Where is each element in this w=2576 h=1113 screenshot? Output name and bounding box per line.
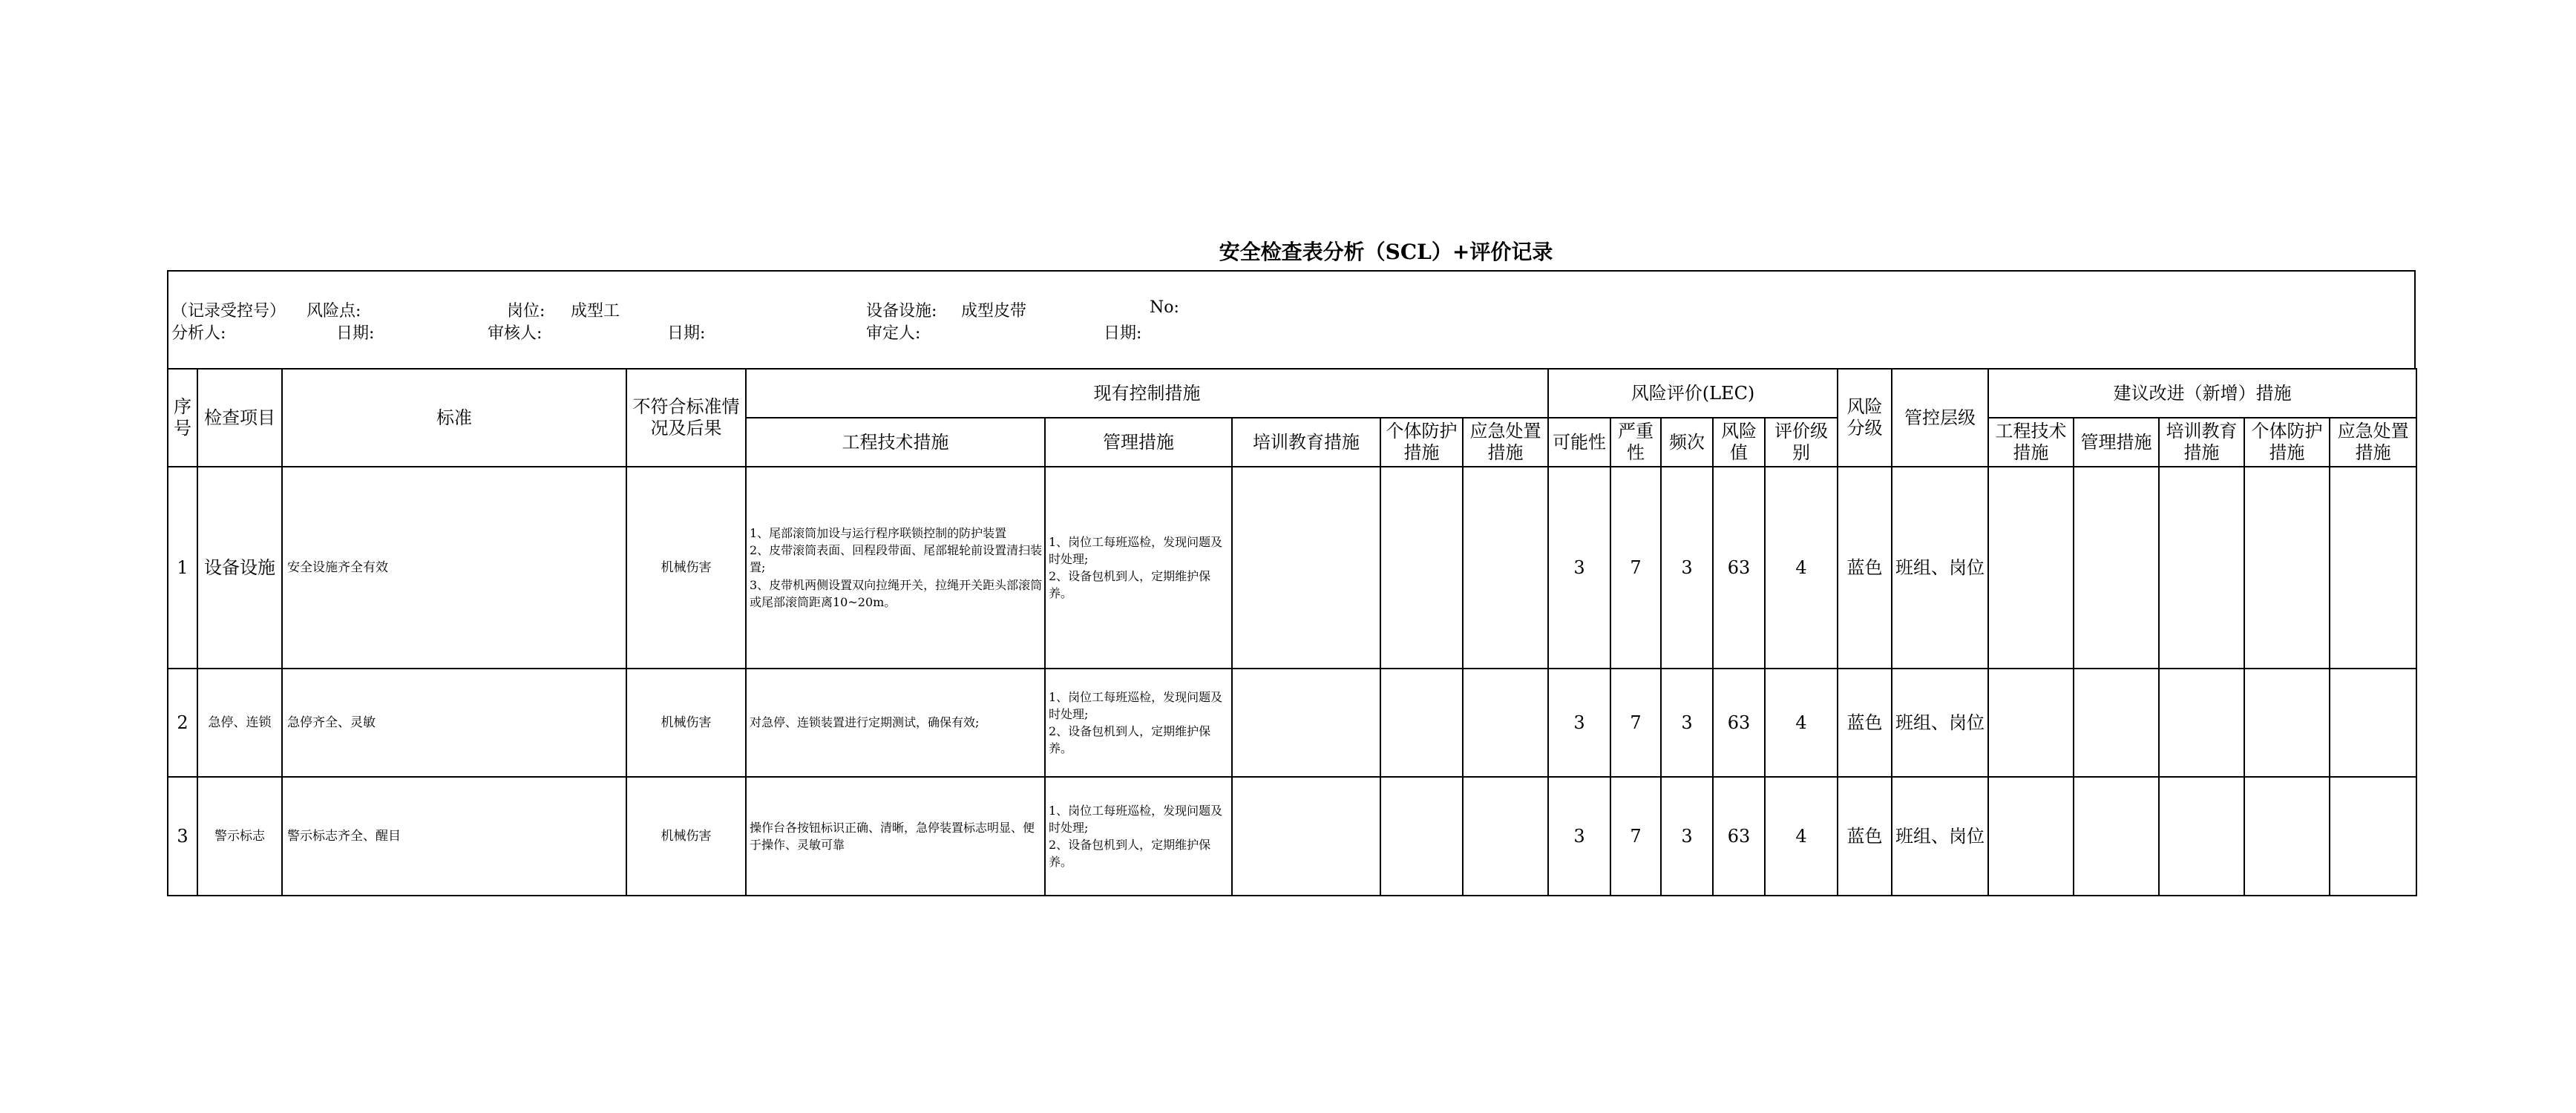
cell-s-ppe (2244, 777, 2330, 896)
reviewer-label: 审核人: (488, 324, 543, 343)
cell-s-emergency (2330, 777, 2416, 896)
cell-training (1232, 669, 1380, 777)
cell-nonconform: 机械伤害 (626, 777, 746, 896)
cell-grade: 4 (1765, 777, 1838, 896)
post-value: 成型工 (571, 302, 620, 321)
cell-s-training (2159, 669, 2244, 777)
cell-s-training (2159, 777, 2244, 896)
cell-s-training (2159, 467, 2244, 669)
cell-s-emergency (2330, 467, 2416, 669)
cell-S: 7 (1610, 467, 1661, 669)
cell-s-eng (1988, 669, 2074, 777)
cell-standard: 急停齐全、灵敏 (282, 669, 626, 777)
table-row (168, 669, 2416, 777)
no-label: No: (1150, 298, 1179, 317)
cell-eng: 对急停、连锁装置进行定期测试，确保有效; (746, 669, 1045, 777)
cell-mgmt: 1、岗位工每班巡检，发现问题及时处理; 2、设备包机到人，定期维护保养。 (1045, 669, 1232, 777)
cell-item: 急停、连锁 (197, 669, 282, 777)
header-seq: 序号 (168, 369, 197, 467)
cell-seq: 2 (168, 669, 197, 777)
cell-R: 63 (1713, 669, 1765, 777)
header-row-1 (168, 369, 2416, 418)
cell-E: 3 (1661, 669, 1713, 777)
header-s-eng: 工程技术措施 (1988, 418, 2074, 467)
header-mgmt: 管理措施 (1045, 418, 1232, 467)
cell-L: 3 (1548, 467, 1610, 669)
cell-emergency (1463, 669, 1548, 777)
cell-seq: 1 (168, 467, 197, 669)
cell-standard: 安全设施齐全有效 (282, 467, 626, 669)
cell-grade: 4 (1765, 669, 1838, 777)
header-R: 风险值 (1713, 418, 1765, 467)
cell-eng: 1、尾部滚筒加设与运行程序联锁控制的防护装置 2、皮带滚筒表面、回程段带面、尾部辊轮前设置清扫装置; 3、皮带机两侧设置双向拉绳开关，拉绳开关距头部滚筒或尾部滚筒距离10~20m。 (746, 467, 1045, 669)
analyst-label: 分析人: (171, 324, 226, 343)
cell-s-mgmt (2074, 467, 2159, 669)
cell-s-mgmt (2074, 777, 2159, 896)
cell-emergency (1463, 467, 1548, 669)
equipment-label: 设备设施: (866, 302, 937, 321)
header-risk-eval: 风险评价(LEC) (1548, 369, 1838, 418)
cell-control-level: 班组、岗位 (1892, 467, 1988, 669)
header-eng: 工程技术措施 (746, 418, 1045, 467)
cell-s-mgmt (2074, 669, 2159, 777)
scl-table (167, 368, 2417, 896)
approver-label: 审定人: (866, 324, 921, 343)
header-s-emergency: 应急处置措施 (2330, 418, 2416, 467)
header-ppe: 个体防护措施 (1380, 418, 1463, 467)
cell-E: 3 (1661, 777, 1713, 896)
header-L: 可能性 (1548, 418, 1610, 467)
cell-s-ppe (2244, 669, 2330, 777)
header-existing-measures: 现有控制措施 (746, 369, 1548, 418)
cell-risk-level: 蓝色 (1838, 777, 1892, 896)
cell-L: 3 (1548, 777, 1610, 896)
risk-point-label: 风险点: (307, 302, 361, 321)
header-training: 培训教育措施 (1232, 418, 1380, 467)
header-risk-level: 风险分级 (1838, 369, 1892, 467)
cell-R: 63 (1713, 467, 1765, 669)
cell-eng: 操作台各按钮标识正确、清晰，急停装置标志明显、便于操作、灵敏可靠 (746, 777, 1045, 896)
cell-nonconform: 机械伤害 (626, 669, 746, 777)
header-s-training: 培训教育措施 (2159, 418, 2244, 467)
cell-E: 3 (1661, 467, 1713, 669)
cell-mgmt: 1、岗位工每班巡检，发现问题及时处理; 2、设备包机到人，定期维护保养。 (1045, 777, 1232, 896)
cell-emergency (1463, 777, 1548, 896)
table-row (168, 467, 2416, 669)
header-nonconform: 不符合标准情况及后果 (626, 369, 746, 467)
header-s-ppe: 个体防护措施 (2244, 418, 2330, 467)
cell-control-level: 班组、岗位 (1892, 777, 1988, 896)
cell-S: 7 (1610, 669, 1661, 777)
cell-mgmt: 1、岗位工每班巡检，发现问题及时处理; 2、设备包机到人，定期维护保养。 (1045, 467, 1232, 669)
page-title-text: 安全检查表分析（SCL）+评价记录 (1219, 240, 1553, 264)
cell-item: 设备设施 (197, 467, 282, 669)
cell-R: 63 (1713, 777, 1765, 896)
header-standard: 标准 (282, 369, 626, 467)
cell-ppe (1380, 777, 1463, 896)
header-item: 检查项目 (197, 369, 282, 467)
date3-label: 日期: (1104, 324, 1142, 343)
cell-risk-level: 蓝色 (1838, 669, 1892, 777)
header-suggested-measures: 建议改进（新增）措施 (1988, 369, 2416, 418)
table-row (168, 777, 2416, 896)
cell-standard: 警示标志齐全、醒目 (282, 777, 626, 896)
cell-ppe (1380, 669, 1463, 777)
cell-nonconform: 机械伤害 (626, 467, 746, 669)
record-meta (167, 270, 2416, 368)
cell-S: 7 (1610, 777, 1661, 896)
header-s-mgmt: 管理措施 (2074, 418, 2159, 467)
record-no: （记录受控号） (171, 302, 286, 321)
cell-s-emergency (2330, 669, 2416, 777)
cell-s-eng (1988, 467, 2074, 669)
cell-grade: 4 (1765, 467, 1838, 669)
page-title (0, 236, 2576, 266)
equipment-value: 成型皮带 (961, 302, 1027, 321)
header-grade: 评价级别 (1765, 418, 1838, 467)
cell-training (1232, 467, 1380, 669)
cell-control-level: 班组、岗位 (1892, 669, 1988, 777)
cell-risk-level: 蓝色 (1838, 467, 1892, 669)
header-S: 严重性 (1610, 418, 1661, 467)
post-label: 岗位: (507, 302, 545, 321)
cell-training (1232, 777, 1380, 896)
cell-L: 3 (1548, 669, 1610, 777)
date1-label: 日期: (336, 324, 375, 343)
cell-s-eng (1988, 777, 2074, 896)
scl-sheet (167, 270, 2416, 896)
cell-item: 警示标志 (197, 777, 282, 896)
header-E: 频次 (1661, 418, 1713, 467)
cell-seq: 3 (168, 777, 197, 896)
cell-ppe (1380, 467, 1463, 669)
cell-s-ppe (2244, 467, 2330, 669)
date2-label: 日期: (667, 324, 706, 343)
header-emergency: 应急处置措施 (1463, 418, 1548, 467)
header-control-level: 管控层级 (1892, 369, 1988, 467)
